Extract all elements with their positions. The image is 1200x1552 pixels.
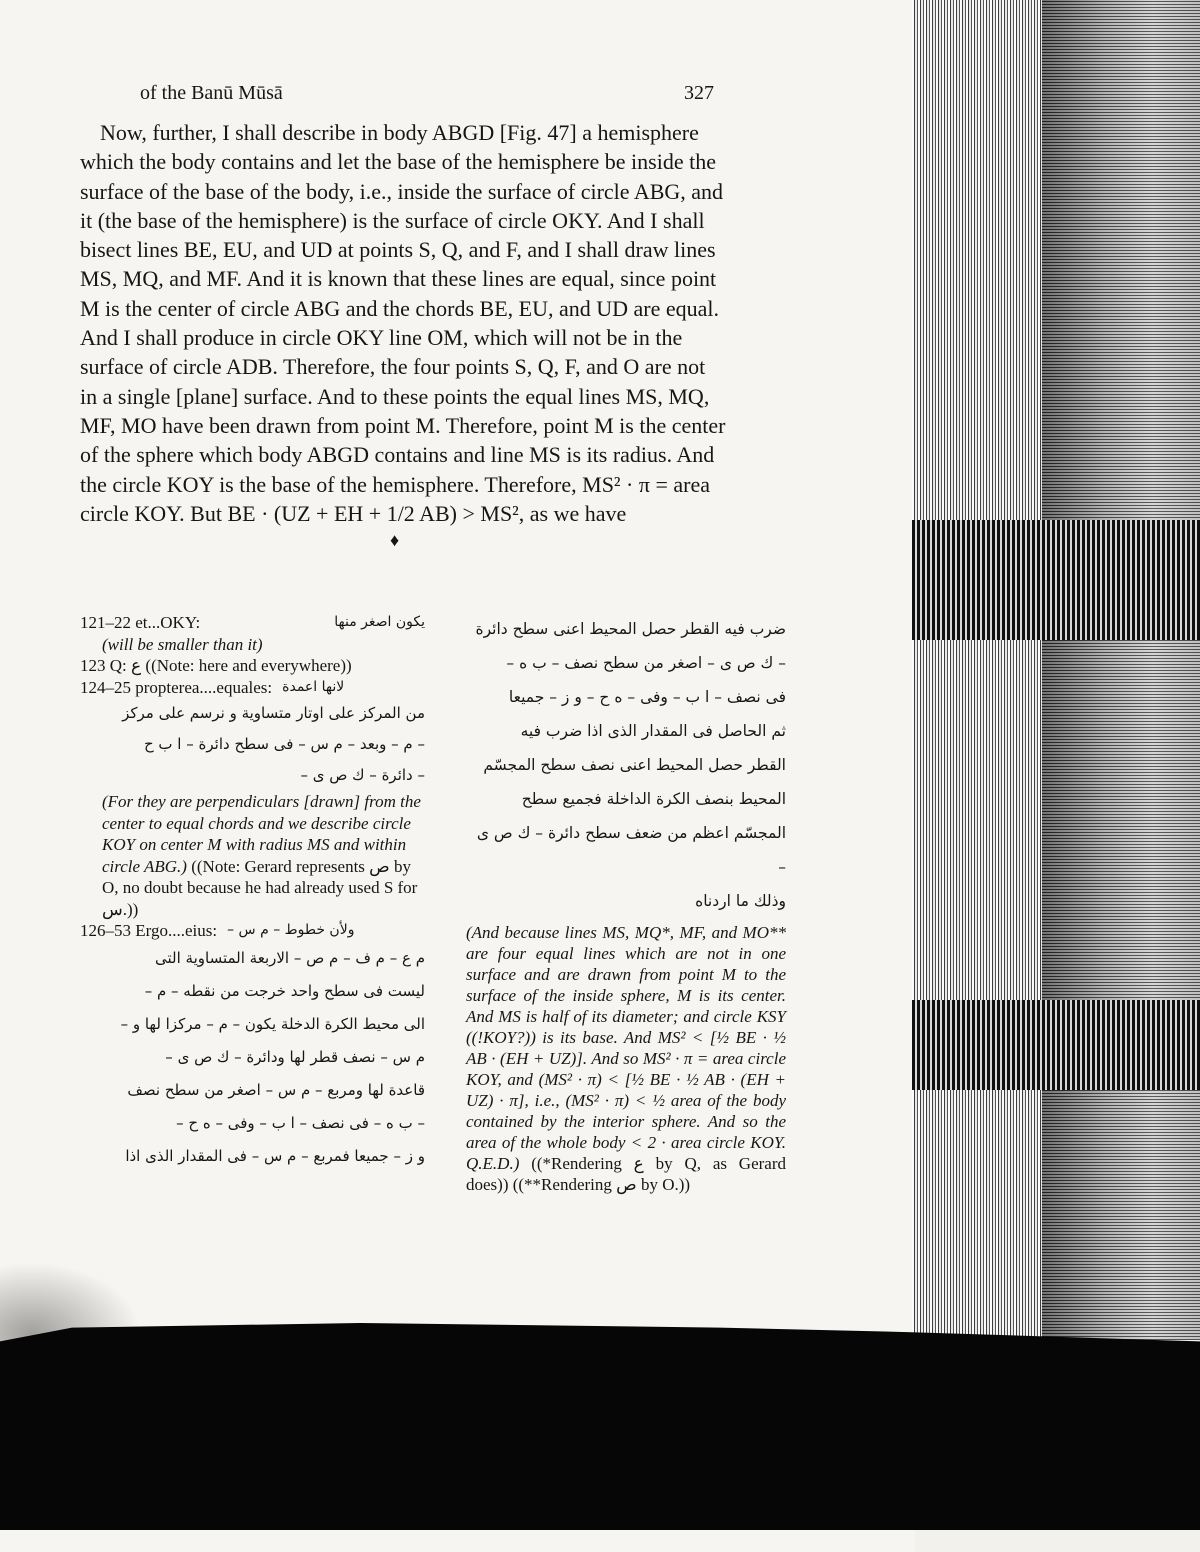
arabic-line: ثم الحاصل فى المقدار الذى اذا ضرب فيه [520, 722, 786, 740]
note-translation: (will be smaller than it) [102, 634, 263, 654]
note-translation-block [80, 791, 425, 920]
text-line: surface of the base of the body, i.e., inside the surface of circle ABG, and [80, 178, 724, 204]
arabic-line: ضرب فيه القطر حصل المحيط اعنى سطح دائرة [475, 620, 786, 638]
arabic-line: المحيط بنصف الكرة الداخلة فجميع سطح [521, 790, 786, 808]
note-124 [80, 677, 425, 699]
arabic-line: وذلك ما اردناه [695, 892, 786, 910]
note-126 [80, 920, 425, 942]
arabic-line: فى نصف – ا ب – وفى – ه ح – و ز – جميعا [508, 688, 786, 706]
text-line: Now, further, I shall describe in body ABGD [Fig. 47] a hemisphere [100, 120, 699, 145]
note-translation: (For they are perpendiculars [drawn] from the center to equal chords and we describe circle KOY on center M with radius MS and within circle ABG.) [102, 792, 421, 876]
arabic-line: و ز – جميعا فمربع – م س – فى المقدار الذى اذا [125, 1146, 425, 1165]
text-line: circle KOY. But BE · (UZ + EH + 1/2 AB) > MS², as we have [80, 500, 627, 526]
arabic-text: يكون اصغر منها [334, 614, 425, 630]
text-line: bisect lines BE, EU, and UD at points S, Q, and F, and I shall draw lines [80, 237, 716, 263]
main-paragraph [80, 118, 782, 528]
note-remark: ((Note: Gerard represents ص by O, no doubt because he had already used S for س.)) [102, 856, 418, 919]
arabic-line: المجسّم اعظم من ضعف سطح دائرة – ك ص ى – [476, 824, 786, 876]
right-notes-column [466, 612, 786, 1195]
note-translation: (And because lines MS, MQ*, MF, and MO** are four equal lines which are not in one surface and are drawn from point M to the surface of the inside sphere, M is its center. And MS is half of its diameter; and circle KSY ((!KOY?)) is its base. And MS² < [½ BE · ½ AB · (EH + UZ)]. And so MS² · π = area circle KOY, and (MS² · π) < [½ BE · ½ AB · (EH + UZ) · π], i.e., (MS² · π) < ½ area of the body contained by the interior sphere. And so the area of the whole body < 2 · area circle KOY. Q.E.D.) [466, 923, 786, 1173]
text-line: MF, MO have been drawn from point M. Therefore, point M is the center [80, 412, 726, 438]
section-mark: ♦ [390, 530, 400, 550]
arabic-line: قاعدة لها ومربع – م س – اصغر من سطح نصف [127, 1080, 425, 1099]
text-line: the circle KOY is the base of the hemisphere. Therefore, MS² · π = area [80, 471, 710, 497]
note-label: 124–25 propterea....equales: [80, 677, 273, 697]
note-remark: ((*Rendering ع by Q, as Gerard does)) ((**Rendering ص by O.)) [466, 1154, 786, 1194]
page-edge-band [912, 1000, 1200, 1090]
text-line: in a single [plane] surface. And to these points the equal lines MS, MQ, [80, 383, 710, 409]
arabic-block [466, 612, 786, 918]
book-fore-edge [912, 0, 1200, 1340]
text-line: of the sphere which body ABGD contains and line MS is its radius. And [80, 442, 715, 468]
arabic-line: – ب ه – فى نصف – ا ب – وفى – ه ح – [176, 1113, 425, 1132]
page-number: 327 [684, 82, 714, 104]
note-label: 121–22 et...OKY: [80, 613, 201, 632]
note-label: 126–53 Ergo....eius: [80, 921, 218, 940]
arabic-line: – ك ص ى – اصغر من سطح نصف – ب ه – [506, 654, 786, 672]
text-line: which the body contains and let the base of the hemisphere be inside the [80, 149, 716, 175]
running-head: of the Banū Mūsā [140, 82, 283, 104]
left-notes-column [80, 612, 425, 1173]
arabic-line: م س – نصف قطر لها ودائرة – ك ص ى – [165, 1047, 425, 1066]
text-line: surface of circle ADB. Therefore, the four points S, Q, F, and O are not [80, 354, 706, 380]
arabic-line: من المركز على اوتار متساوية و نرسم على مركز [122, 704, 425, 722]
arabic-line: م ع – م ف – م ص – الاربعة المتساوية التى [155, 948, 425, 967]
text-line: it (the base of the hemisphere) is the surface of circle OKY. And I shall [80, 207, 705, 233]
text-line: MS, MQ, and MF. And it is known that these lines are equal, since point [80, 266, 717, 292]
arabic-text: ولأن خطوط – م س – [227, 922, 355, 938]
text-line: And I shall produce in circle OKY line OM, which will not be in the [80, 325, 683, 351]
arabic-line: – م – وبعد – م س – فى سطح دائرة – ا ب ح [143, 735, 425, 753]
arabic-line: القطر حصل المحيط اعنى نصف سطح المجسّم [483, 756, 786, 774]
note-121 [80, 612, 425, 634]
arabic-block [80, 942, 425, 1173]
note-123: 123 Q: ع ((Note: here and everywhere)) [80, 656, 352, 675]
right-translation-block [466, 922, 786, 1195]
page-edge-band [912, 520, 1200, 640]
arabic-line: ليست فى سطح واحد خرجت من نقطه – م – [144, 981, 425, 1000]
page-edge-shade [1042, 0, 1200, 1340]
arabic-line: – دائرة – ك ص ى – [300, 766, 425, 784]
arabic-line: الى محيط الكرة الدخلة يكون – م – مركزا لها و – [120, 1014, 425, 1033]
text-line: M is the center of circle ABG and the chords BE, EU, and UD are equal. [80, 295, 720, 321]
arabic-block [80, 698, 425, 791]
arabic-text: لانها اعمدة [282, 678, 345, 695]
